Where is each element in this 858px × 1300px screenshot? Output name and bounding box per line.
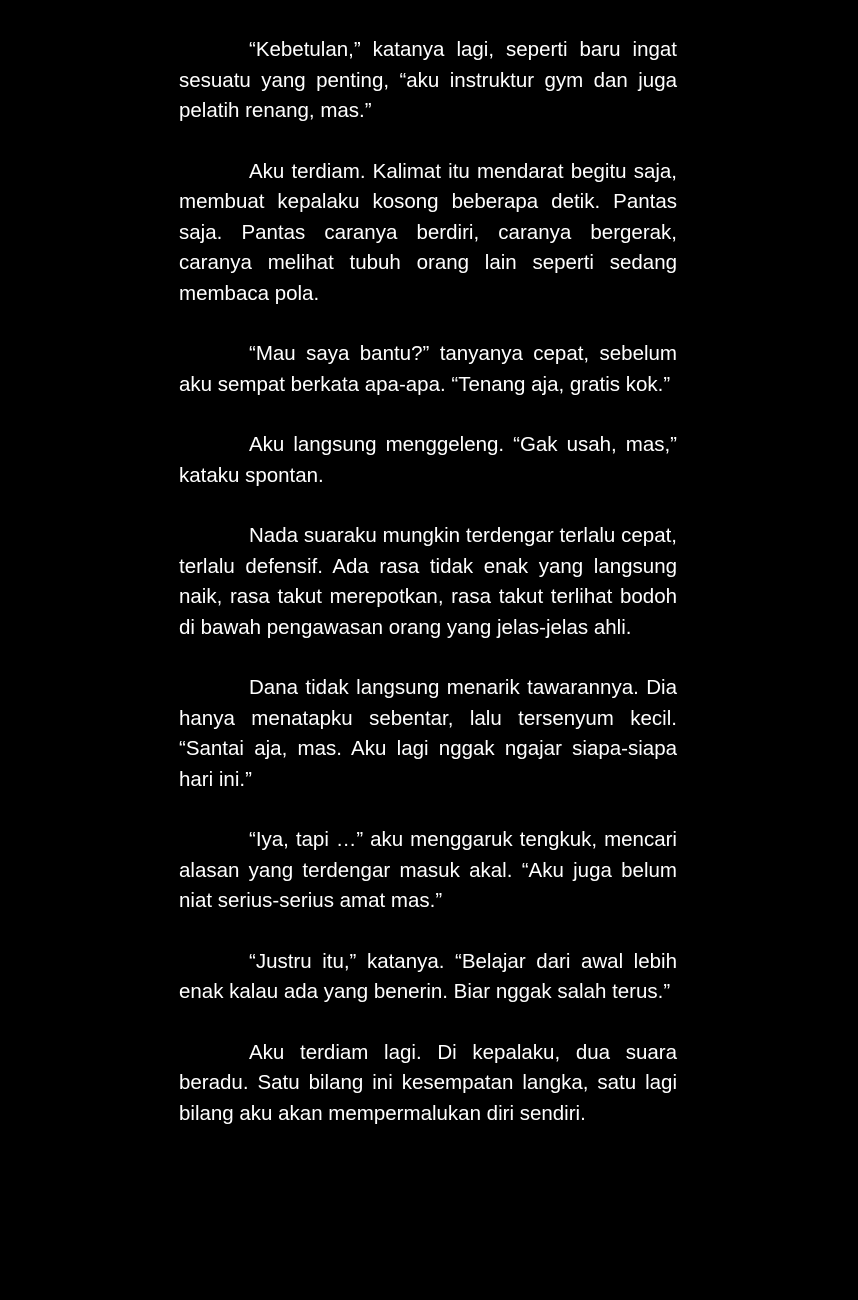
- paragraph: “Kebetulan,” katanya lagi, seperti baru ingat sesuatu yang penting, “aku instruktur gym dan juga pelatih renang, mas.”: [179, 38, 677, 122]
- paragraph: Nada suaraku mungkin terdengar terlalu cepat, terlalu defensif. Ada rasa tidak enak yang langsung naik, rasa takut merepotkan, rasa takut terlihat bodoh di bawah pengawasan orang yang jelas-jelas ahli.: [179, 524, 677, 639]
- paragraph: Dana tidak langsung menarik tawarannya. Dia hanya menatapku sebentar, lalu tersenyum kecil. “Santai aja, mas. Aku lagi nggak ngajar siapa-siapa hari ini.”: [179, 676, 677, 791]
- paragraph: “Justru itu,” katanya. “Belajar dari awal lebih enak kalau ada yang benerin. Biar nggak salah terus.”: [179, 949, 677, 1003]
- story-text: [179, 35, 677, 1159]
- paragraph: Aku terdiam lagi. Di kepalaku, dua suara beradu. Satu bilang ini kesempatan langka, satu lagi bilang aku akan mempermalukan diri sendiri.: [179, 1040, 677, 1125]
- paragraph: Aku terdiam. Kalimat itu mendarat begitu saja, membuat kepalaku kosong beberapa detik. Pantas saja. Pantas caranya berdiri, caranya bergerak, caranya melihat tubuh orang lain seperti sedang membaca pola.: [179, 159, 677, 305]
- paragraph: Aku langsung menggeleng. “Gak usah, mas,” kataku spontan.: [179, 433, 677, 487]
- paragraph: “Mau saya bantu?” tanyanya cepat, sebelum aku sempat berkata apa-apa. “Tenang aja, gratis kok.”: [179, 342, 677, 396]
- paragraph: “Iya, tapi …” aku menggaruk tengkuk, mencari alasan yang terdengar masuk akal. “Aku juga belum niat serius-serius amat mas.”: [179, 828, 677, 912]
